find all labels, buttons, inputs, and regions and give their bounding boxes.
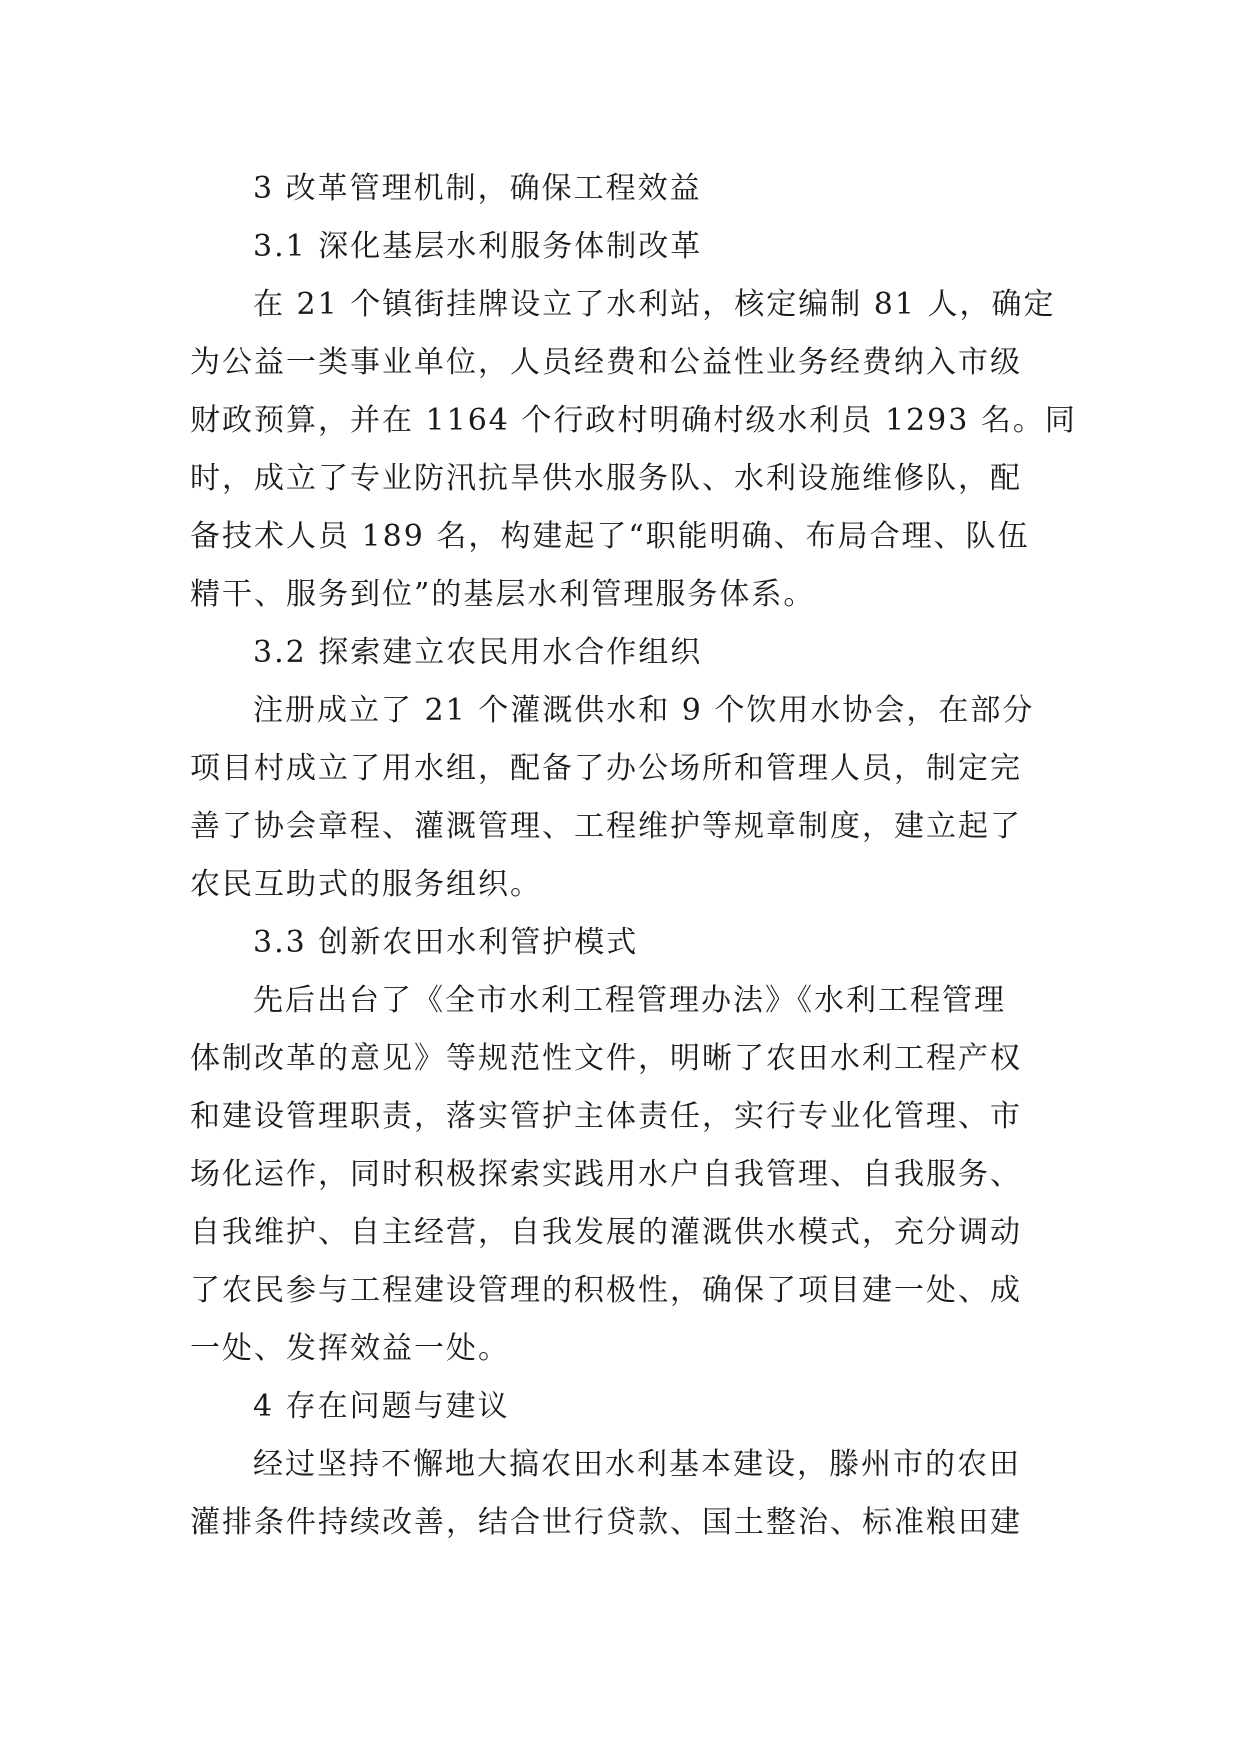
paragraph-line: 了农民参与工程建设管理的积极性，确保了项目建一处、成 bbox=[190, 1273, 1022, 1308]
paragraph-line: 在 21 个镇街挂牌设立了水利站，核定编制 81 人，确定 bbox=[253, 287, 1056, 322]
section-heading-4: 4 存在问题与建议 bbox=[253, 1389, 510, 1424]
paragraph-line: 经过坚持不懈地大搞农田水利基本建设，滕州市的农田 bbox=[253, 1447, 1021, 1482]
paragraph-line: 备技术人员 189 名，构建起了“职能明确、布局合理、队伍 bbox=[190, 519, 1030, 554]
paragraph-line: 先后出台了《全市水利工程管理办法》《水利工程管理 bbox=[253, 983, 1006, 1018]
paragraph-line: 注册成立了 21 个灌溉供水和 9 个饮用水协会，在部分 bbox=[253, 693, 1035, 728]
paragraph-line: 自我维护、自主经营，自我发展的灌溉供水模式，充分调动 bbox=[190, 1215, 1022, 1250]
paragraph-line: 一处、发挥效益一处。 bbox=[190, 1331, 510, 1366]
paragraph-line: 场化运作，同时积极探索实践用水户自我管理、自我服务、 bbox=[190, 1157, 1022, 1192]
subsection-heading-3-2: 3.2 探索建立农民用水合作组织 bbox=[253, 635, 703, 670]
paragraph-line: 农民互助式的服务组织。 bbox=[190, 867, 542, 902]
section-heading-3: 3 改革管理机制，确保工程效益 bbox=[253, 171, 702, 206]
paragraph-line: 精干、服务到位”的基层水利管理服务体系。 bbox=[190, 577, 816, 612]
document-body bbox=[190, 160, 1077, 1552]
paragraph-line: 体制改革的意见》等规范性文件，明晰了农田水利工程产权 bbox=[190, 1041, 1022, 1076]
paragraph-line: 为公益一类事业单位，人员经费和公益性业务经费纳入市级 bbox=[190, 345, 1022, 380]
paragraph-line: 项目村成立了用水组，配备了办公场所和管理人员，制定完 bbox=[190, 751, 1022, 786]
subsection-heading-3-1: 3.1 深化基层水利服务体制改革 bbox=[253, 229, 703, 264]
paragraph-line: 善了协会章程、灌溉管理、工程维护等规章制度，建立起了 bbox=[190, 809, 1022, 844]
subsection-heading-3-3: 3.3 创新农田水利管护模式 bbox=[253, 925, 639, 960]
paragraph-line: 时，成立了专业防汛抗旱供水服务队、水利设施维修队，配 bbox=[190, 461, 1022, 496]
paragraph-line: 和建设管理职责，落实管护主体责任，实行专业化管理、市 bbox=[190, 1099, 1022, 1134]
paragraph-line: 财政预算，并在 1164 个行政村明确村级水利员 1293 名。同 bbox=[190, 403, 1077, 438]
paragraph-line: 灌排条件持续改善，结合世行贷款、国土整治、标准粮田建 bbox=[190, 1505, 1022, 1540]
